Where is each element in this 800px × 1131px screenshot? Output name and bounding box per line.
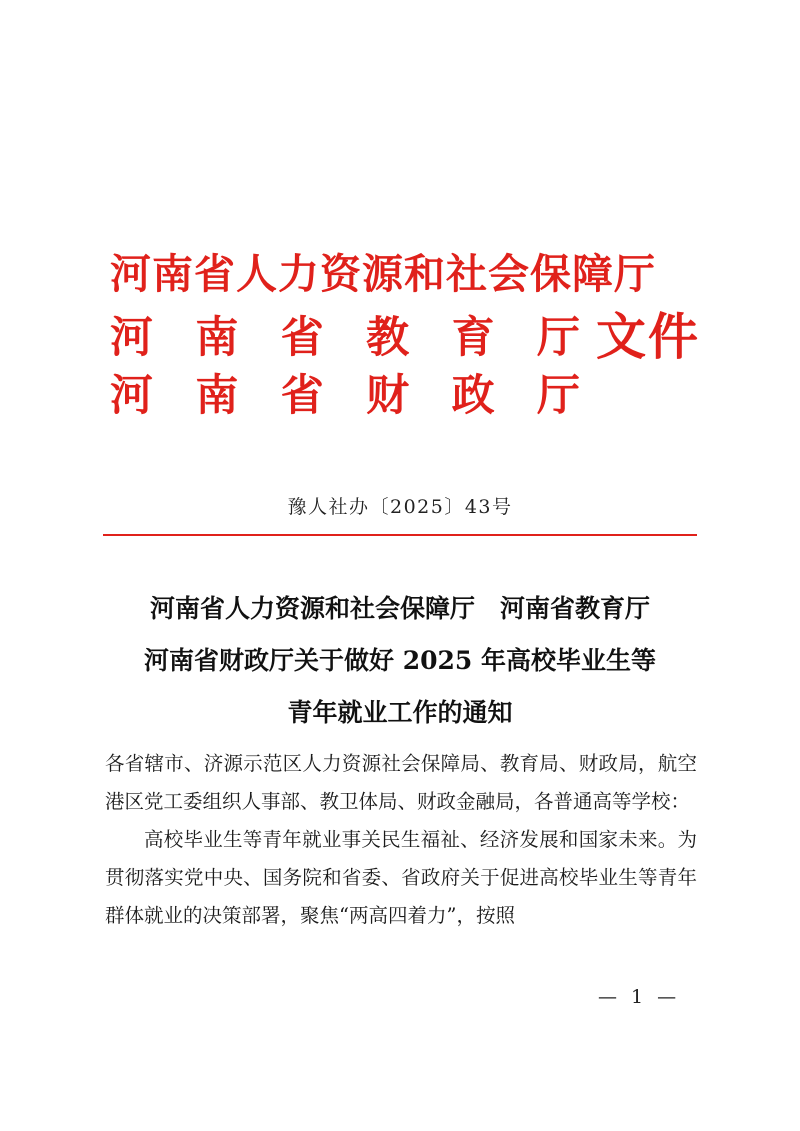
issuer-line-education xyxy=(110,311,580,365)
addressee-paragraph: 各省辖市、济源示范区人力资源社会保障局、教育局、财政局，航空港区党工委组织人事部、教卫体局、财政金融局，各普通高等学校： xyxy=(105,752,697,813)
body-paragraph: 高校毕业生等青年就业事关民生福祉、经济发展和国家未来。为贯彻落实党中央、国务院和省委、省政府关于促进高校毕业生等青年群体就业的决策部署，聚焦“两高四着力”，按照 xyxy=(105,828,697,927)
issuer-char: 河 xyxy=(110,371,153,421)
issuer-char: 财 xyxy=(366,371,410,421)
issuer-char: 省 xyxy=(280,371,324,421)
red-divider xyxy=(103,534,697,536)
issuer-char: 厅 xyxy=(536,313,580,363)
issuer-char: 育 xyxy=(451,313,495,363)
title-line: 河南省财政厅关于做好 2025 年高校毕业生等 xyxy=(144,646,656,675)
issuer-char: 教 xyxy=(366,313,410,363)
issuer-line-finance xyxy=(110,369,580,423)
issuer-char: 河 xyxy=(110,313,153,363)
issuer-char: 省 xyxy=(280,313,324,363)
issuer-char: 厅 xyxy=(536,371,580,421)
issuer-line-hr: 河南省人力资源和社会保障厅 xyxy=(110,250,656,298)
issuer-char: 政 xyxy=(451,371,495,421)
document-number: 豫人社办〔2025〕43号 xyxy=(287,496,513,518)
title-line: 青年就业工作的通知 xyxy=(287,698,513,727)
document-title xyxy=(60,583,740,739)
document-body xyxy=(105,745,697,935)
title-line: 河南省人力资源和社会保障厅 河南省教育厅 xyxy=(149,594,650,623)
document-suffix: 文件 xyxy=(596,307,700,366)
page-number: — 1 — xyxy=(598,986,681,1008)
issuer-char: 南 xyxy=(195,313,239,363)
issuer-char: 南 xyxy=(195,371,239,421)
